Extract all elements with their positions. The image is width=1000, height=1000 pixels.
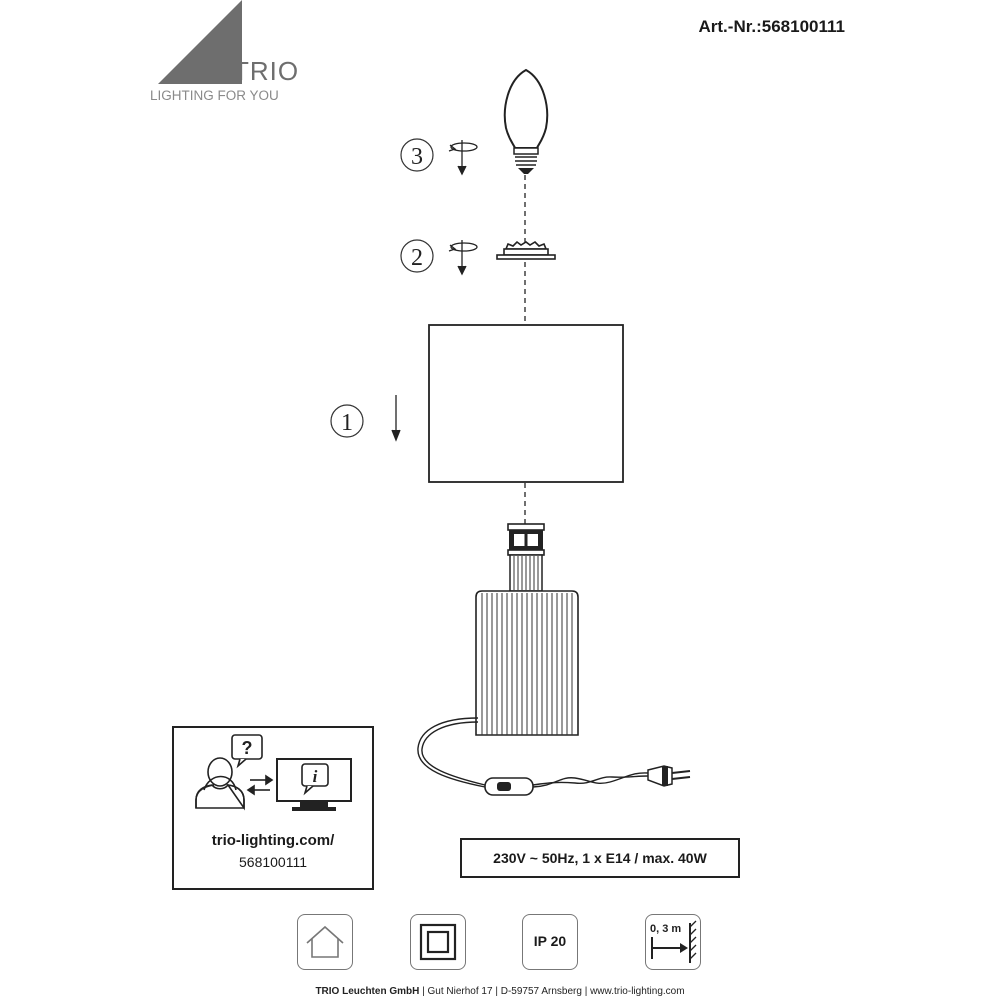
footer-website[interactable]: www.trio-lighting.com <box>590 986 685 997</box>
lamp-body <box>476 591 578 735</box>
min-distance-symbol <box>645 914 701 970</box>
svg-text:i: i <box>312 767 318 786</box>
rotate-down-icon <box>449 240 477 274</box>
cable-switch <box>485 778 533 795</box>
footer-separator: | <box>495 986 501 997</box>
house-icon <box>298 915 352 969</box>
footer-city: D-59757 Arnsberg <box>500 986 582 997</box>
ip-rating-text: IP 20 <box>533 933 567 949</box>
footer-company: TRIO Leuchten GmbH <box>315 986 420 997</box>
article-number: Art.-Nr.:568100111 <box>698 17 845 36</box>
step-2-label <box>401 240 433 272</box>
logo-tagline: LIGHTING FOR YOU <box>150 88 279 103</box>
svg-text:?: ? <box>241 738 253 758</box>
distance-label: 0, 3 m <box>650 923 682 935</box>
rotate-down-icon <box>449 140 477 174</box>
protection-class-symbol <box>410 914 466 970</box>
step-3-number: 3 <box>411 144 423 170</box>
lamp-neck <box>510 555 542 591</box>
footer-separator: | <box>422 986 428 997</box>
online-help-box <box>172 726 374 890</box>
step-1-label <box>331 405 363 437</box>
bulb-icon <box>505 70 547 174</box>
footer <box>0 986 1000 997</box>
lamp-socket <box>508 524 544 555</box>
electrical-specs <box>460 838 740 878</box>
step-1-number: 1 <box>341 410 353 436</box>
distance-icon <box>646 915 700 969</box>
footer-address: Gut Nierhof 17 <box>427 986 493 997</box>
help-article-code: 568100111 <box>239 854 307 870</box>
specs-text: 230V ~ 50Hz, 1 x E14 / max. 40W <box>493 850 707 866</box>
down-arrow-icon <box>392 395 400 440</box>
step-2-number: 2 <box>411 245 423 271</box>
ring-nut-icon <box>497 242 555 259</box>
footer-separator: | <box>584 986 591 997</box>
help-url[interactable]: trio-lighting.com/ <box>211 832 335 849</box>
lampshade <box>429 325 623 482</box>
plug-icon <box>648 766 690 786</box>
logo-name: TRIO <box>233 56 300 86</box>
ip-rating-symbol <box>522 914 578 970</box>
double-insulation-icon <box>411 915 465 969</box>
indoor-use-symbol <box>297 914 353 970</box>
step-3-label <box>401 139 433 171</box>
